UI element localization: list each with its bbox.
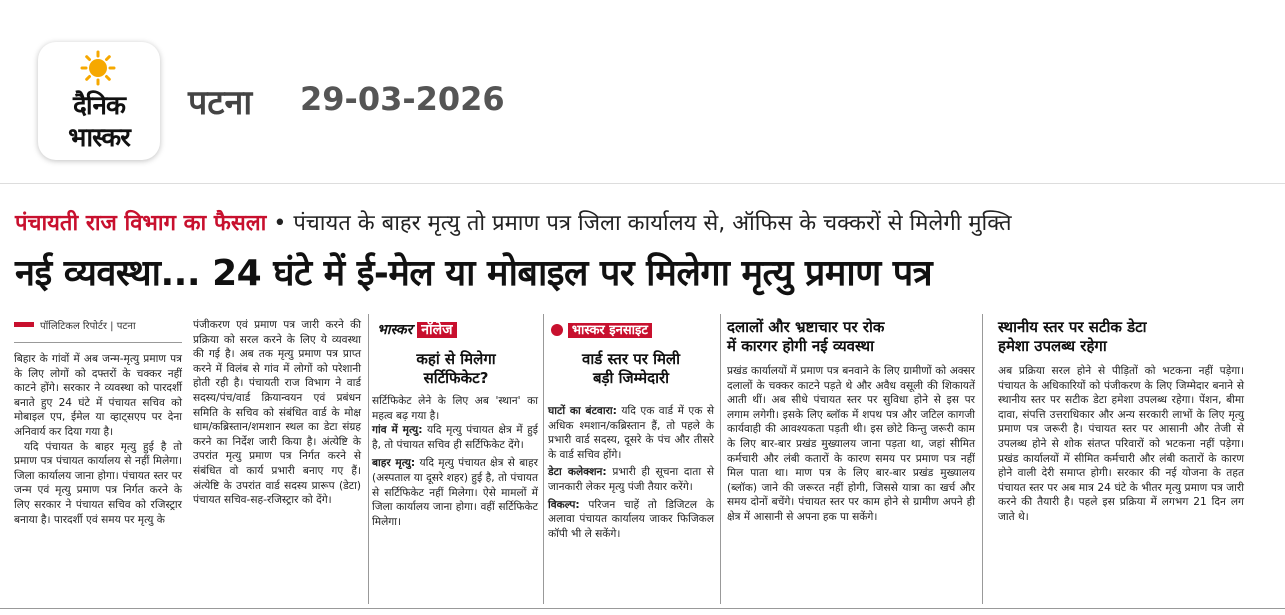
body-column-2 xyxy=(193,318,361,508)
byline-marker xyxy=(14,322,34,327)
insight-body xyxy=(548,404,714,541)
knowledge-heading: कहां से मिलेगा सर्टिफिकेट? xyxy=(416,350,496,387)
body-paragraph: सर्टिफिकेट लेने के लिए अब 'स्थान' का महत्व बढ़ गया है। xyxy=(372,395,538,422)
article-kicker xyxy=(15,207,1012,237)
insight-heading: वार्ड स्तर पर मिली बड़ी जिम्मेदारी xyxy=(581,350,680,387)
sun-logo-icon xyxy=(80,50,116,86)
column-divider xyxy=(720,314,721,604)
edition-city: पटना xyxy=(188,83,253,123)
bottom-rule xyxy=(0,608,1285,609)
body-paragraph: पंजीकरण एवं प्रमाण पत्र जारी करने की प्रक्रिया को सरल करने के लिए ये व्यवस्था की गई है। अब तक मृत्यु प्रमाण पत्र प्राप्त करने में विलंब से गांव में लोगों को परेशानी होती रही है। पंचायती राज विभाग ने वार्ड सदस्य/पंच/वार्ड क्रियान्वयन एवं प्रबंधन समिति के सचिव को संबंधित वार्ड के मोक्ष धाम/कब्रिस्तान/शमशान स्थल का डेटा संग्रह करने का निर्देश जारी किया है। अंत्येष्टि के उपरांत मृत्यु प्रमाण पत्र निर्गत करने से संबंधित वो कार्य प्रभारी बनाए गए हैं। अंत्येष्टि के उपरांत वार्ड सदस्य प्रारूप (डेटा) पंचायत सचिव-सह-रजिस्ट्रार को देंगे। xyxy=(193,319,361,507)
side-story-1-body xyxy=(727,364,975,525)
kicker-highlight: पंचायती राज विभाग का फैसला xyxy=(15,211,267,236)
knowledge-body xyxy=(372,394,538,529)
body-paragraph: बाहर मृत्यु: यदि मृत्यु पंचायत क्षेत्र से बाहर (अस्पताल या दूसरे शहर) हुई है, तो पंचायत से सर्टिफिकेट नहीं मिलेगा। ऐसे मामलों में जिला कार्यालय जाना होगा। वहीं सर्टिफिकेट मिलेगा। xyxy=(372,457,538,528)
article-byline: पॉलिटिकल रिपोर्टर | पटना xyxy=(40,321,136,332)
side-story-2-heading: स्थानीय स्तर पर सटीक डेटा हमेशा उपलब्ध रहेगा xyxy=(998,318,1147,355)
bhaskar-knowledge-badge: भास्कर नॉलेज xyxy=(377,320,457,339)
kicker-subtitle: • पंचायत के बाहर मृत्यु तो प्रमाण पत्र जिला कार्यालय से, ऑफिस के चक्करों से मिलेगी मुक्ति xyxy=(273,211,1012,236)
column-rule xyxy=(14,342,182,343)
body-paragraph: बिहार के गांवों में अब जन्म-मृत्यु प्रमाण पत्र के लिए लोगों को दफ्तरों के चक्कर नहीं काटने होंगे। सरकार ने व्यवस्था को पारदर्शी बनाते हुए 24 घंटे में पंचायत सचिव को मोबाइल एप, ईमेल या व्हाट्सएप पर देना अनिवार्य कर दिया गया है। xyxy=(14,353,182,438)
body-paragraph: अब प्रक्रिया सरल होने से पीड़ितों को भटकना नहीं पड़ेगा। पंचायत के अधिकारियों को पंजीकरण के लिए जिम्मेदार बनाने से स्थानीय स्तर पर सटीक डेटा हमेशा उपलब्ध रहेगा। पेंशन, बीमा दावा, संपत्ति उत्तराधिकार और अन्य सरकारी लाभों के लिए मृत्यु प्रमाण पत्र जरूरी है। पंचायत स्तर पर आसानी और तेजी से उपलब्ध होने से शोक संतप्त परिवारों को भटकना नहीं पड़ेगा। प्रखंड कार्यालयों में सीमित कर्मचारी और लंबी कतारों के कारण होने वाली देरी समाप्त होगी। सरकार की नई योजना के तहत पंचायत स्तर पर अब मात्र 24 घंटे के भीतर मृत्यु प्रमाण पत्र जारी करने की तैयारी है। पहले इस प्रक्रिया में लगभग 21 दिन लग जाते थे। xyxy=(998,365,1244,523)
body-paragraph: गांव में मृत्यु: यदि मृत्यु पंचायत क्षेत्र में हुई है, तो पंचायत सचिव ही सर्टिफिकेट देंगे। xyxy=(372,424,538,451)
column-divider xyxy=(368,314,369,604)
bhaskar-insight-badge: भास्कर इनसाइट xyxy=(551,320,652,338)
column-divider xyxy=(982,314,983,604)
logo-text-dainik: दैनिक xyxy=(73,91,125,121)
body-paragraph: घाटों का बंटवारा: यदि एक वार्ड में एक से अधिक श्मशान/कब्रिस्तान हैं, तो पहले के प्रभारी वार्ड सदस्य, दूसरे के पंच और तीसरे के वार्ड सचिव होंगे। xyxy=(548,405,714,461)
header-divider xyxy=(0,183,1285,184)
body-paragraph: प्रखंड कार्यालयों में प्रमाण पत्र बनवाने के लिए ग्रामीणों को अक्सर दलालों के चक्कर काटने पड़ते थे और अवैध वसूली की शिकायतें आती थीं। अब सीधे पंचायत स्तर पर सुविधा होने से इस पर लगाम लगेगी। इसके लिए ब्लॉक में शपथ पत्र और जटिल कागजी कार्यवाही की आवश्यकता पड़ती थी। इस छोटे किन्तु जरूरी काम के लिए बार-बार प्रखंड मुख्यालय जाना पड़ता था, जहां सीमित कर्मचारी और लंबी कतारों के कारण समय पर प्रमाण पत्र नहीं मिल पाता था। माण पत्र के लिए बार-बार प्रखंड मुख्यालय (ब्लॉक) जाने की जरूरत नहीं होगी, जिससे यात्रा का खर्च और समय दोनों बचेंगे। पंचायत स्तर पर काम होने से ग्रामीण अपने ही क्षेत्र में आसानी से अपना हक पा सकेंगे। xyxy=(727,365,975,523)
column-divider xyxy=(543,314,544,604)
side-story-2-body xyxy=(998,364,1244,525)
dainik-bhaskar-logo[interactable] xyxy=(38,42,160,160)
body-paragraph: विकल्प: परिजन चाहें तो डिजिटल के अलावा पंचायत कार्यालय जाकर फिजिकल कॉपी भी ले सकेंगे। xyxy=(548,498,714,540)
article-headline: नई व्यवस्था... 24 घंटे में ई-मेल या मोबाइल पर मिलेगा मृत्यु प्रमाण पत्र xyxy=(15,253,933,294)
body-paragraph: यदि पंचायत के बाहर मृत्यु हुई है तो प्रमाण पत्र पंचायत कार्यालय से नहीं मिलेगा। जिला कार्यालय जाना होगा। पंचायत स्तर पर जन्म एवं मृत्यु प्रमाण पत्र निर्गत करने के लिए सरकार ने पंचायत सचिव को रजिस्ट्रार बनाया है। पारदर्शी एवं समय पर मृत्यु के xyxy=(14,440,182,526)
logo-text-bhaskar: भास्कर xyxy=(68,123,130,153)
insight-bulb-icon xyxy=(551,324,563,336)
edition-date: 29-03-2026 xyxy=(300,80,505,118)
body-column-1 xyxy=(14,352,182,527)
side-story-1-heading: दलालों और भ्रष्टाचार पर रोक में कारगर होगी नई व्यवस्था xyxy=(727,318,885,355)
body-paragraph: डेटा कलेक्शन: प्रभारी ही सूचना दाता से जानकारी लेकर मृत्यु पंजी तैयार करेंगे। xyxy=(548,466,714,493)
